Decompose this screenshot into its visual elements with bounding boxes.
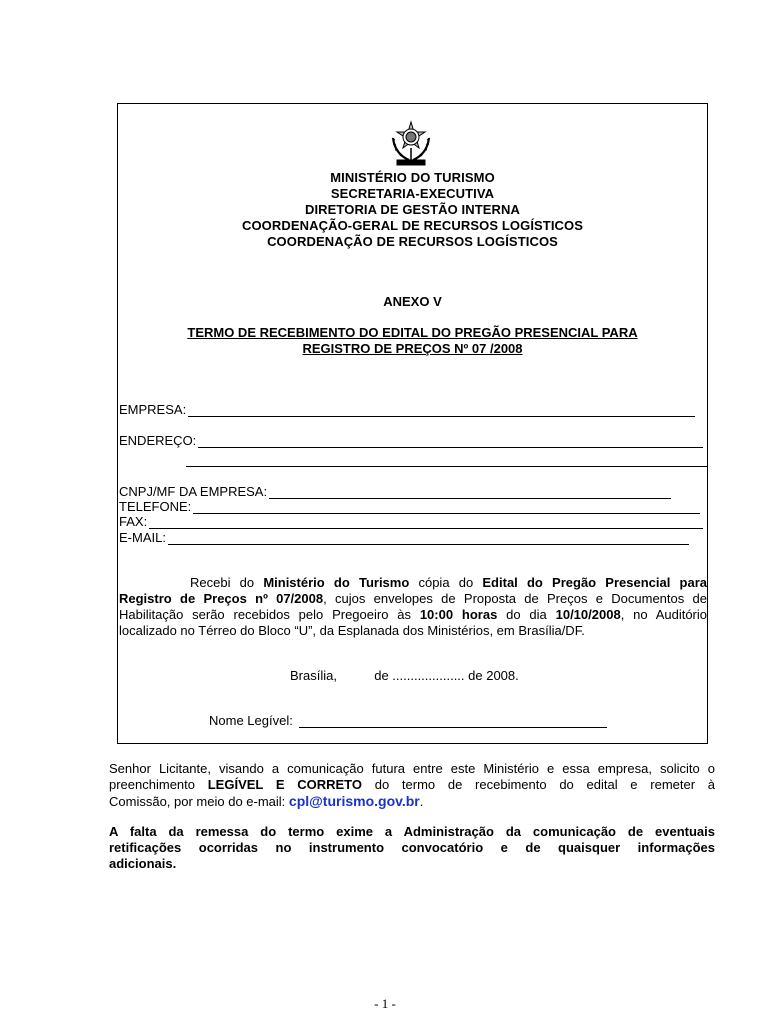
cnpj-input-line[interactable]: [269, 486, 671, 499]
nome-legivel-field[interactable]: [209, 713, 607, 728]
fax-field[interactable]: [119, 514, 703, 529]
warning-line-2: retificações ocorridas no instrumento convocatório e de quaisquer informações: [109, 840, 715, 855]
date-rest: de .................... de 2008.: [374, 668, 519, 683]
nome-legivel-input-line[interactable]: [299, 715, 607, 728]
warning-line-3: adicionais.: [109, 856, 177, 871]
empresa-field[interactable]: [119, 402, 695, 417]
header-secretariat: SECRETARIA-EXECUTIVA: [330, 186, 495, 201]
email-input-line[interactable]: [168, 532, 689, 545]
warning-paragraph: [109, 824, 715, 872]
contact-email-link[interactable]: cpl@turismo.gov.br: [288, 793, 420, 809]
instruction-paragraph: [109, 761, 715, 810]
receipt-line-4: localizado no Térreo do Bloco “U”, da Esplanada dos Ministérios, em Brasília/DF.: [119, 623, 585, 638]
telefone-field[interactable]: [119, 499, 700, 514]
nome-legivel-label: Nome Legível:: [209, 713, 293, 728]
email-label: E-MAIL:: [119, 530, 166, 545]
receipt-line-1: Recebi do Ministério do Turismo cópia do Edital do Pregão Presencial para: [190, 575, 707, 590]
brazil-coat-of-arms-icon: [385, 118, 437, 170]
endereco-input-line[interactable]: [198, 435, 703, 448]
fax-label: FAX:: [119, 514, 148, 529]
telefone-input-line[interactable]: [193, 501, 700, 514]
date-line: [290, 668, 519, 683]
endereco-label: ENDEREÇO:: [119, 433, 197, 448]
header-ministry: MINISTÉRIO DO TURISMO: [330, 170, 495, 185]
instruction-line-3: Comissão, por meio do e-mail: cpl@turismo.gov.br.: [109, 793, 424, 809]
header-coordination: COORDENAÇÃO DE RECURSOS LOGÍSTICOS: [267, 234, 558, 249]
term-title-line2: REGISTRO DE PREÇOS Nº 07 /2008: [302, 341, 523, 356]
date-city: Brasília,: [290, 668, 337, 683]
annex-title: ANEXO V: [383, 294, 442, 309]
cnpj-field[interactable]: [119, 484, 671, 499]
fax-input-line[interactable]: [149, 516, 703, 529]
receipt-line-3: Habilitação serão recebidos pelo Pregoeiro às 10:00 horas do dia 10/10/2008, no Auditório: [119, 607, 708, 622]
cnpj-label: CNPJ/MF DA EMPRESA:: [119, 484, 268, 499]
empresa-input-line[interactable]: [188, 404, 695, 417]
warning-line-1: A falta da remessa do termo exime a Administração da comunicação de eventuais: [109, 824, 715, 839]
endereco-field[interactable]: [119, 433, 703, 448]
term-title-line1: TERMO DE RECEBIMENTO DO EDITAL DO PREGÃO PRESENCIAL PARA: [187, 325, 638, 340]
instruction-line-1: Senhor Licitante, visando a comunicação futura entre este Ministério e essa empresa, solicito o: [109, 761, 715, 776]
receipt-line-2: Registro de Preços nº 07/2008, cujos envelopes de Proposta de Preços e Documentos de: [119, 591, 707, 606]
empresa-label: EMPRESA:: [119, 402, 187, 417]
instruction-line-2: preenchimento LEGÍVEL E CORRETO do termo de recebimento do edital e remeter à: [109, 777, 716, 792]
header-directorate: DIRETORIA DE GESTÃO INTERNA: [304, 202, 521, 217]
page-number: - 1 -: [374, 996, 396, 1011]
email-field[interactable]: [119, 530, 689, 545]
receipt-paragraph: [119, 575, 707, 639]
endereco-input-line-2[interactable]: [186, 465, 708, 467]
telefone-label: TELEFONE:: [119, 499, 192, 514]
header-general-coordination: COORDENAÇÃO-GERAL DE RECURSOS LOGÍSTICOS: [241, 218, 584, 233]
